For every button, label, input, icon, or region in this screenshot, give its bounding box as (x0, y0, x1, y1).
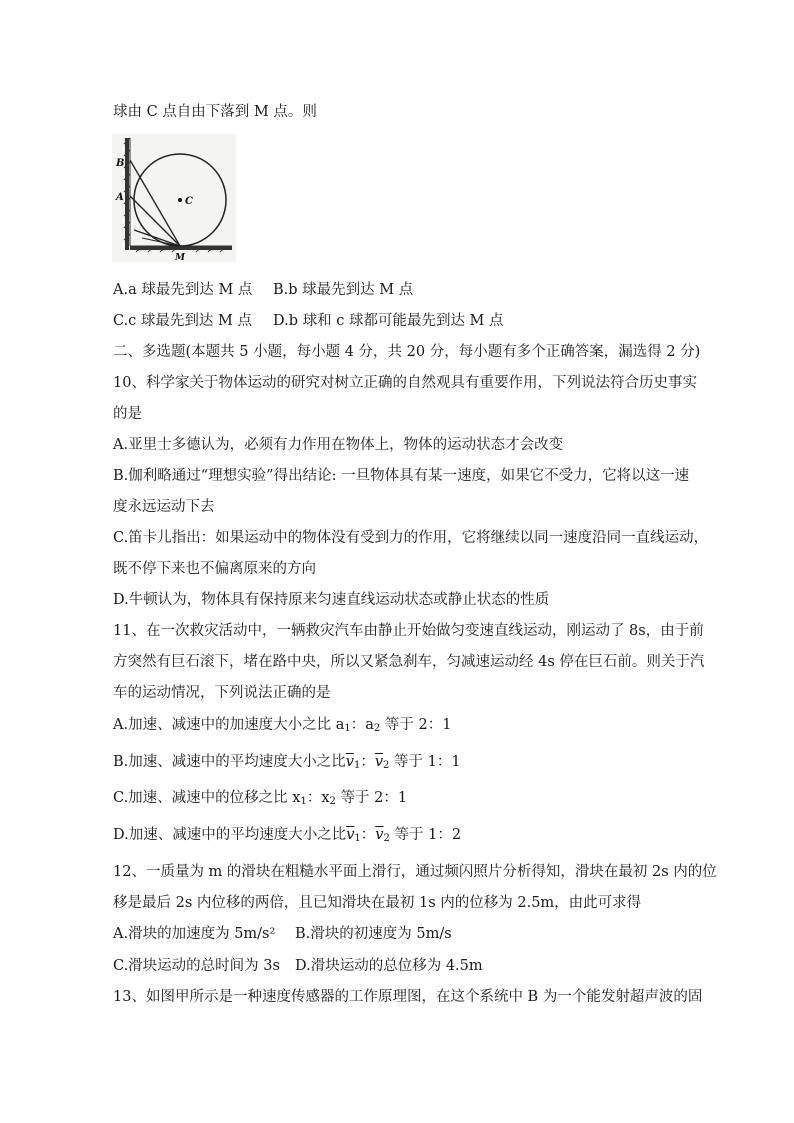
q11-option-a: A.加速、减速中的加速度大小之比 $a_1$：$a_2$ 等于 2：1 (113, 717, 452, 734)
q9-option-c: C.c 球最先到达 M 点 (113, 313, 252, 329)
circle-incline-diagram (112, 134, 236, 262)
q10-option-c-1: C.笛卡儿指出：如果运动中的物体没有受到力的作用，它将继续以同一速度沿同一直线运动， (113, 530, 709, 546)
q11-option-c: C.加速、减速中的位移之比 $x_1$：$x_2$ 等于 2：1 (113, 790, 408, 807)
physics-figure (112, 134, 236, 262)
q13-stem-1: 13、如图甲所示是一种速度传感器的工作原理图，在这个系统中 B 为一个能发射超声波的固 (113, 989, 703, 1005)
q12-option-b: B.滑块的初速度为 5m/s (295, 926, 452, 942)
q10-option-a: A.亚里士多德认为，必须有力作用在物体上，物体的运动状态才会改变 (113, 437, 564, 453)
q11-option-b: B.加速、减速中的平均速度大小之比$\overline{v}_1$：$\overline{v}_2$ 等于 1：1 (113, 754, 461, 771)
q12-option-c: C.滑块运动的总时间为 3s (113, 958, 280, 974)
q9-option-b: B.b 球最先到达 M 点 (273, 282, 414, 298)
label-c: C (185, 196, 193, 207)
q10-option-b-2: 度永远运动下去 (113, 499, 215, 515)
q9-option-d: D.b 球和 c 球都可能最先到达 M 点 (273, 313, 504, 329)
q10-option-d: D.牛顿认为，物体具有保持原来匀速直线运动状态或静止状态的性质 (113, 592, 550, 608)
q11-stem-3: 车的运动情况，下列说法正确的是 (113, 685, 331, 701)
label-b: B (116, 158, 125, 169)
q10-option-b-1: B.伽利略通过“理想实验”得出结论: 一旦物体具有某一速度，如果它不受力，它将以这一速 (113, 468, 690, 484)
q12-option-d: D.滑块运动的总位移为 4.5m (295, 958, 483, 974)
q10-stem-2: 的是 (113, 406, 142, 422)
q11-option-d: D.加速、减速中的平均速度大小之比$\overline{v}_1$：$\overline{v}_2$ 等于 1：2 (113, 827, 462, 844)
q10-option-c-2: 既不停下来也不偏离原来的方向 (113, 561, 316, 577)
label-a: A (116, 192, 124, 203)
q10-stem-1: 10、科学家关于物体运动的研究对树立正确的自然观具有重要作用，下列说法符合历史事实 (113, 375, 697, 391)
q11-stem-2: 方突然有巨石滚下，堵在路中央，所以又紧急刹车，匀减速运动经 4s 停在巨石前。则关于汽 (113, 654, 705, 670)
q12-stem-2: 移是最后 2s 内位移的两倍，且已知滑块在最初 1s 内的位移为 2.5m，由此可求得 (113, 895, 642, 911)
intro-line: 球由 C 点自由下落到 M 点。则 (113, 104, 317, 120)
q9-option-a: A.a 球最先到达 M 点 (113, 282, 253, 298)
label-m: M (175, 253, 185, 262)
q11-stem-1: 11、在一次救灾活动中，一辆救灾汽车由静止开始做匀变速直线运动，刚运动了 8s，由于前 (113, 623, 704, 639)
section-header: 二、多选题(本题共 5 小题，每小题 4 分，共 20 分，每小题有多个正确答案，漏选得 2 分) (113, 344, 701, 360)
q12-stem-1: 12、一质量为 m 的滑块在粗糙水平面上滑行，通过频闪照片分析得知，滑块在最初 2s 内的位 (113, 864, 717, 880)
q12-option-a: A.滑块的加速度为 5m/s² (113, 926, 276, 942)
